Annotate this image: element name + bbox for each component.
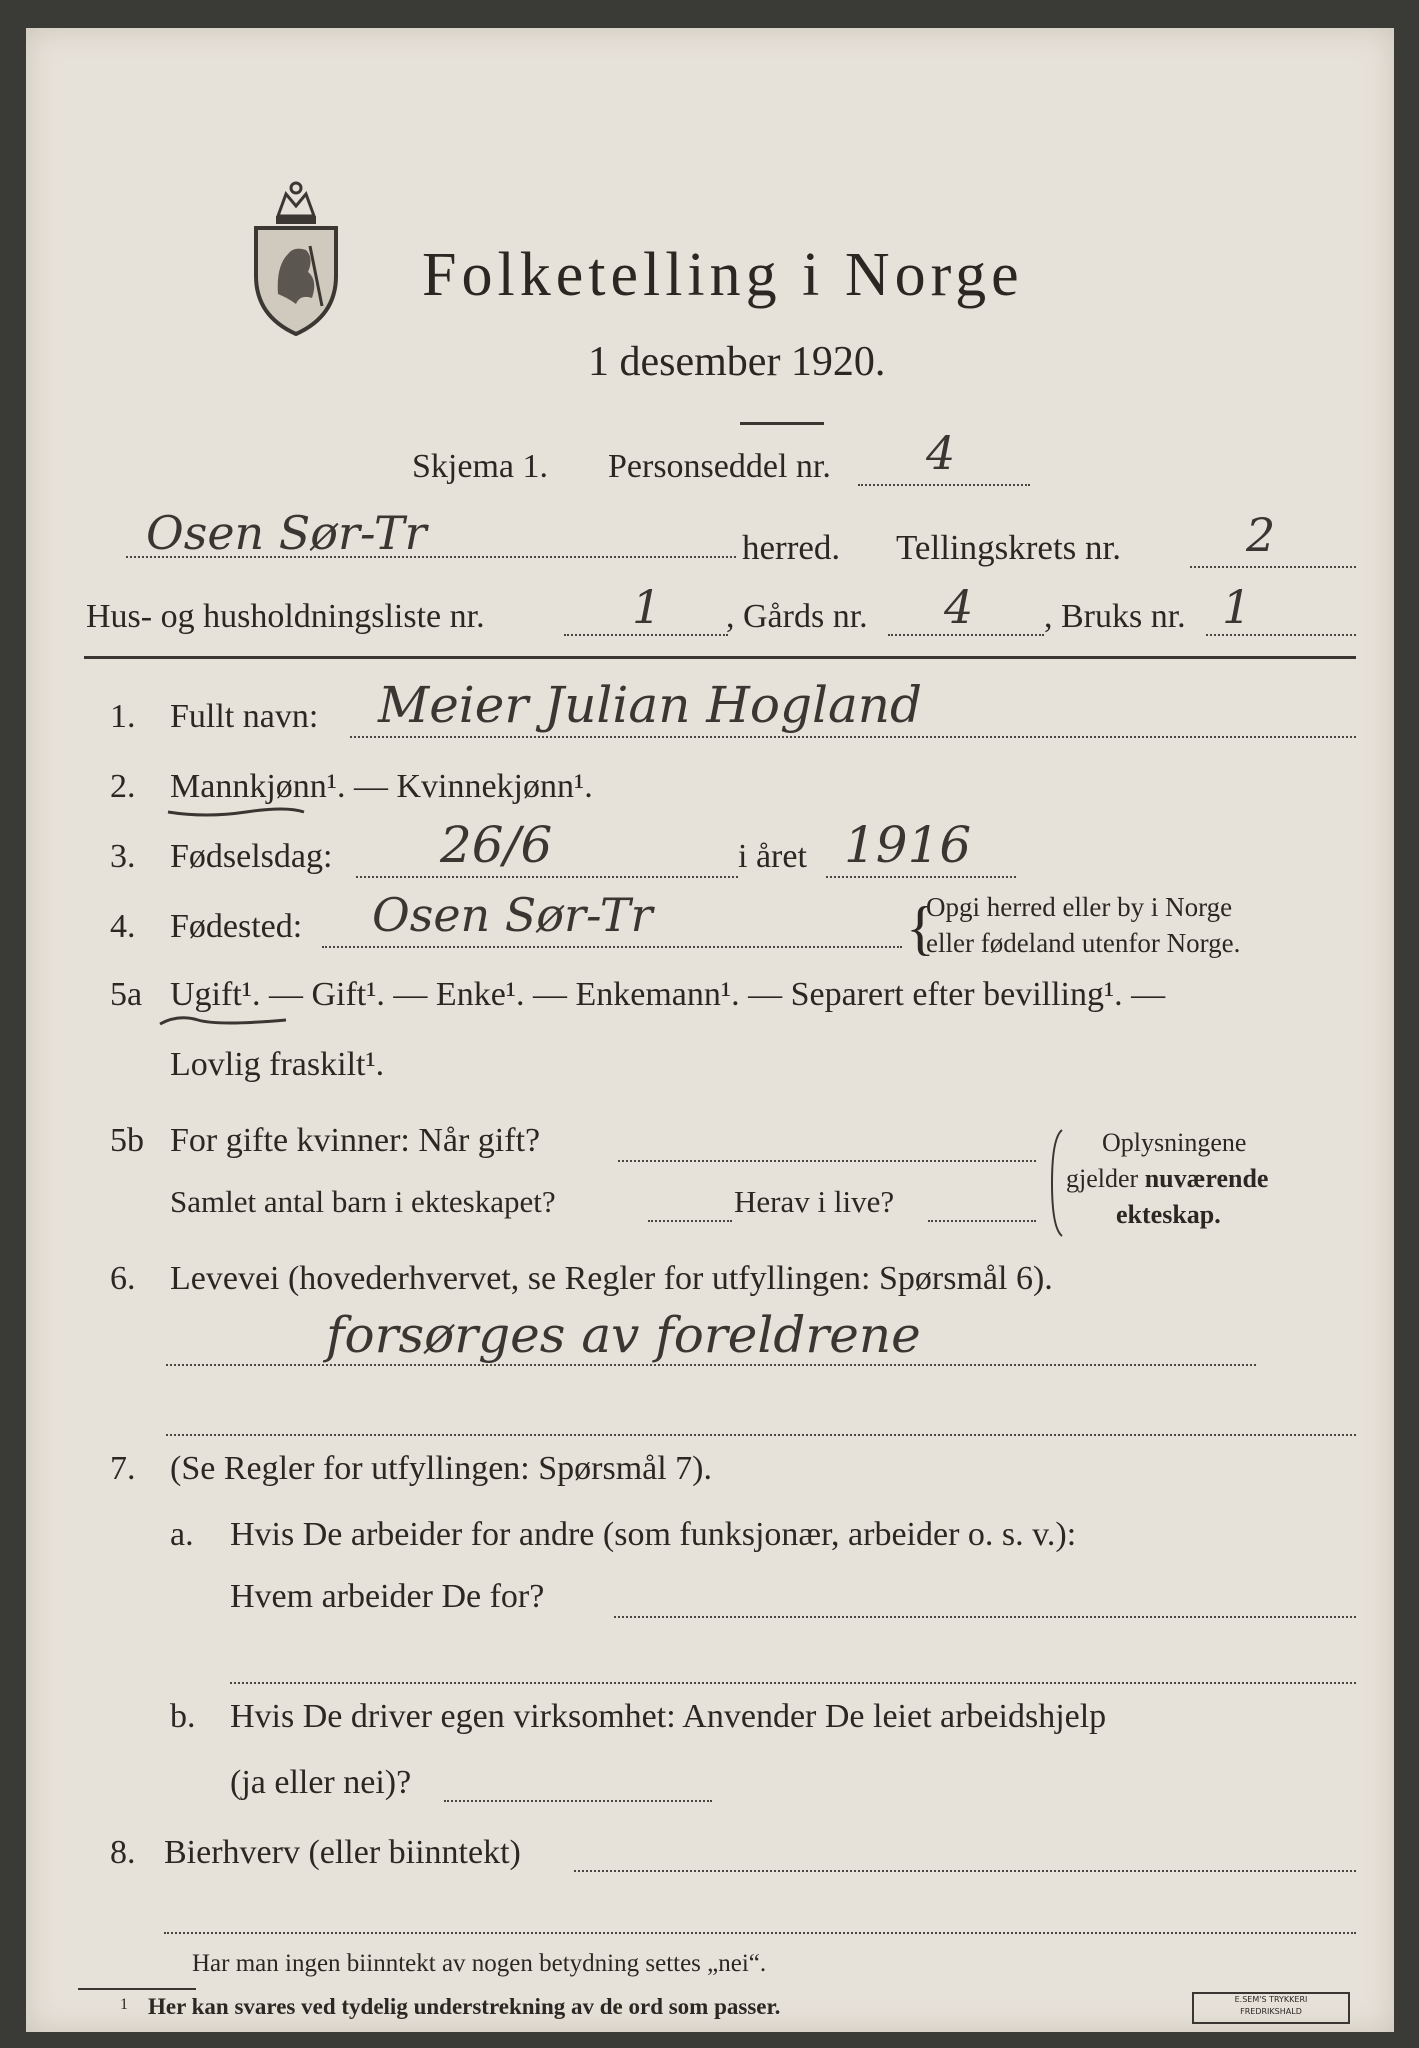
q8-line2 bbox=[164, 1932, 1356, 1934]
q5b-children-line bbox=[648, 1220, 732, 1222]
birth-year-value[interactable]: 1916 bbox=[844, 816, 972, 874]
q4-brace: { bbox=[906, 895, 935, 961]
q2-label: Mannkjønn¹. — Kvinnekjønn¹. bbox=[170, 768, 593, 805]
q1-label: Fullt navn: bbox=[170, 698, 319, 735]
q6-number: 6. bbox=[110, 1260, 136, 1297]
bruks-value[interactable]: 1 bbox=[1222, 580, 1252, 634]
q5b-married-line bbox=[618, 1160, 1036, 1162]
personseddel-line bbox=[858, 484, 1030, 486]
q8-number: 8. bbox=[110, 1834, 136, 1871]
tellingskrets-value[interactable]: 2 bbox=[1246, 508, 1276, 562]
q4-number: 4. bbox=[110, 908, 136, 945]
q5b-note-line1: Oplysningene bbox=[1102, 1128, 1247, 1157]
husholdningsliste-label: Hus- og husholdningsliste nr. bbox=[86, 598, 485, 635]
title-divider bbox=[740, 422, 824, 425]
tellingskrets-label: Tellingskrets nr. bbox=[896, 528, 1122, 567]
q7a-employer-line bbox=[614, 1616, 1356, 1618]
q5b-note-gjelder: gjelder bbox=[1066, 1164, 1145, 1193]
q7-label: (Se Regler for utfyllingen: Spørsmål 7). bbox=[170, 1450, 713, 1487]
census-form bbox=[26, 28, 1394, 2032]
q3-number: 3. bbox=[110, 838, 136, 875]
herred-value[interactable]: Osen Sør-Tr bbox=[146, 506, 427, 560]
printer-stamp-line1: E.SEM'S TRYKKERI bbox=[1234, 1995, 1308, 2004]
q7-number: 7. bbox=[110, 1450, 136, 1487]
q5a-line2: Lovlig fraskilt¹. bbox=[170, 1046, 385, 1083]
census-date: 1 desember 1920. bbox=[588, 339, 886, 385]
q5b-line1: For gifte kvinner: Når gift? bbox=[170, 1122, 541, 1159]
q5b-line2b: Herav i live? bbox=[734, 1184, 895, 1219]
personseddel-label: Personseddel nr. bbox=[608, 448, 831, 485]
q3-label: Fødselsdag: bbox=[170, 838, 333, 875]
q7a-letter: a. bbox=[170, 1516, 194, 1553]
q5b-number: 5b bbox=[110, 1122, 144, 1159]
q3-year-label: i året bbox=[738, 838, 807, 875]
bruks-label: , Bruks nr. bbox=[1044, 598, 1186, 635]
q7b-answer-line bbox=[444, 1800, 712, 1802]
birth-day-value[interactable]: 26/6 bbox=[440, 816, 553, 874]
q1-line bbox=[350, 736, 1356, 738]
gards-value[interactable]: 4 bbox=[944, 580, 974, 634]
biinntekt-note: Har man ingen biinntekt av nogen betydning settes „nei“. bbox=[192, 1950, 767, 1977]
bruks-line bbox=[1206, 634, 1356, 636]
full-name-value[interactable]: Meier Julian Hogland bbox=[378, 676, 923, 734]
printer-stamp-line2: FREDRIKSHALD bbox=[1240, 2007, 1302, 2016]
q8-label: Bierhverv (eller biinntekt) bbox=[164, 1834, 521, 1871]
form-title: Folketelling i Norge bbox=[422, 241, 1024, 309]
header-divider bbox=[84, 656, 1356, 659]
q5b-note-naavaerende: nuværende bbox=[1144, 1164, 1269, 1193]
q2-number: 2. bbox=[110, 768, 136, 805]
q5b-line2a: Samlet antal barn i ekteskapet? bbox=[170, 1184, 556, 1219]
q5b-alive-line bbox=[928, 1220, 1036, 1222]
q4-note-line1: Opgi herred eller by i Norge bbox=[926, 892, 1233, 922]
footnote-text: Her kan svares ved tydelig understrekning av de ord som passer. bbox=[148, 1994, 781, 2019]
tellingskrets-line bbox=[1190, 566, 1356, 568]
q6-line1 bbox=[166, 1364, 1256, 1366]
q6-label: Levevei (hovederhvervet, se Regler for utfyllingen: Spørsmål 6). bbox=[170, 1260, 1053, 1297]
husholdningsliste-line bbox=[564, 634, 728, 636]
q3-year-line bbox=[826, 876, 1016, 878]
q5b-bracket bbox=[1048, 1128, 1068, 1238]
q7b-line2: (ja eller nei)? bbox=[230, 1764, 412, 1801]
gender-underline-mark bbox=[166, 806, 306, 820]
herred-label: herred. bbox=[742, 528, 841, 567]
q6-line2 bbox=[166, 1434, 1356, 1436]
q5b-note-line2 bbox=[1066, 1164, 1268, 1194]
personseddel-value[interactable]: 4 bbox=[926, 426, 956, 480]
husholdningsliste-value[interactable]: 1 bbox=[632, 580, 662, 634]
q8-line1 bbox=[574, 1870, 1356, 1872]
q5a-line1: Ugift¹. — Gift¹. — Enke¹. — Enkemann¹. — Separert efter bevilling¹. — bbox=[170, 976, 1166, 1013]
q5b-note-line3: ekteskap. bbox=[1116, 1200, 1221, 1229]
birthplace-value[interactable]: Osen Sør-Tr bbox=[372, 888, 653, 942]
q7a-extra-line bbox=[230, 1682, 1356, 1684]
q7b-line1: Hvis De driver egen virksomhet: Anvender De leiet arbeidshjelp bbox=[230, 1698, 1107, 1735]
marital-underline-mark bbox=[158, 1014, 288, 1028]
schema-label: Skjema 1. bbox=[412, 448, 548, 485]
q3-day-line bbox=[356, 876, 738, 878]
q4-label: Fødested: bbox=[170, 908, 303, 945]
coat-of-arms-icon bbox=[248, 176, 344, 336]
q5a-number: 5a bbox=[110, 976, 143, 1013]
printer-stamp bbox=[1192, 1992, 1350, 2024]
footnote-mark: 1 bbox=[120, 1996, 128, 2013]
q4-line bbox=[322, 946, 902, 948]
gards-line bbox=[888, 634, 1044, 636]
q4-note-line2: eller fødeland utenfor Norge. bbox=[926, 928, 1241, 958]
q7a-line2: Hvem arbeider De for? bbox=[230, 1578, 545, 1615]
q1-number: 1. bbox=[110, 698, 136, 735]
gards-label: , Gårds nr. bbox=[726, 598, 868, 635]
footnote-divider bbox=[78, 1988, 196, 1990]
q7b-letter: b. bbox=[170, 1698, 196, 1735]
q7a-line1: Hvis De arbeider for andre (som funksjonær, arbeider o. s. v.): bbox=[230, 1516, 1077, 1553]
occupation-value[interactable]: forsørges av foreldrene bbox=[326, 1306, 921, 1364]
